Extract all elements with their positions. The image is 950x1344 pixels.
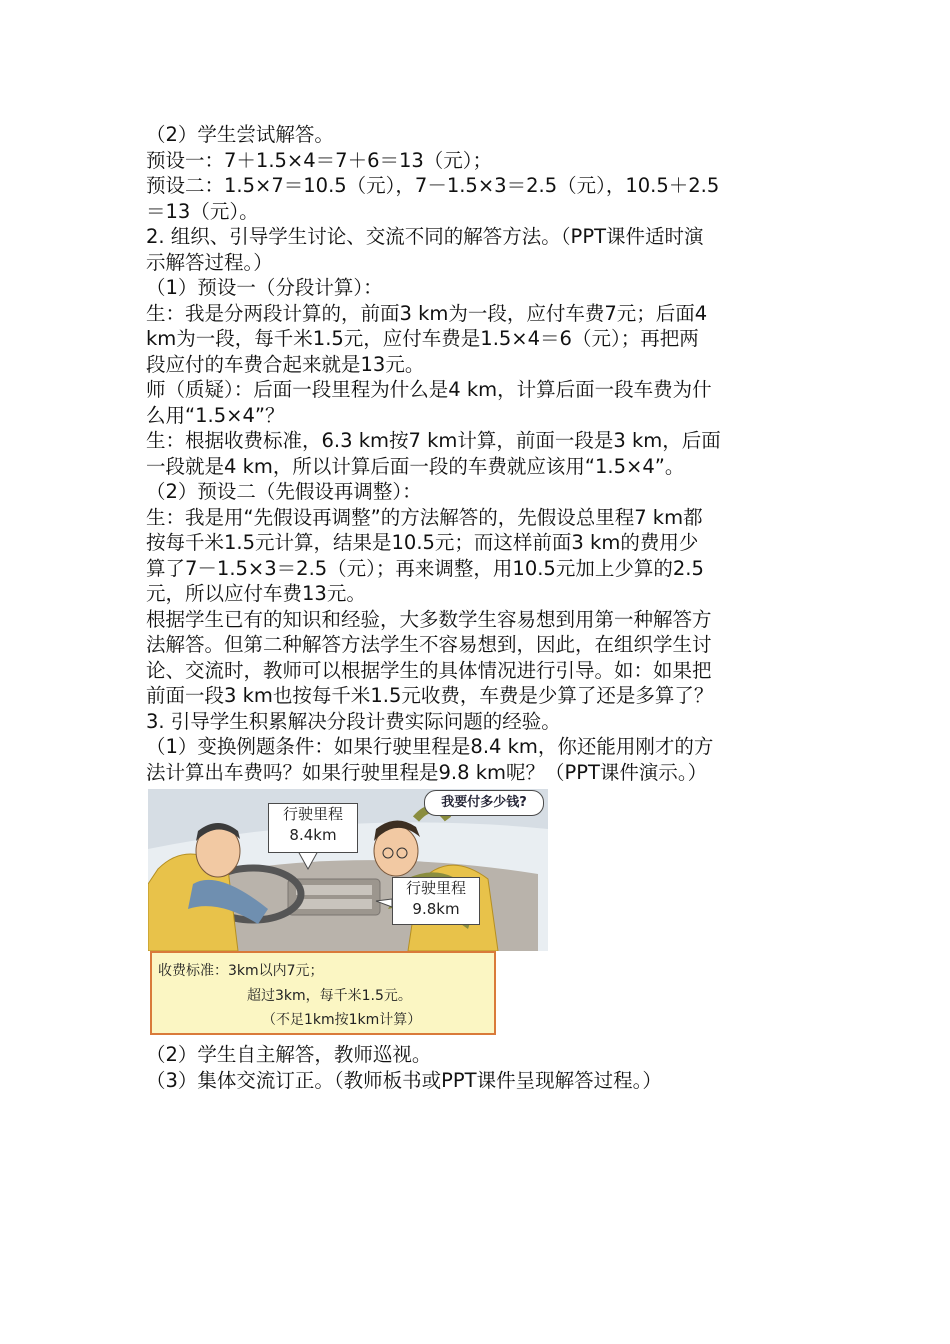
text-line: （3）集体交流订正。（教师板书或PPT课件呈现解答过程。） (146, 1068, 662, 1092)
text-line: 预设二：1.5×7＝10.5（元），7－1.5×3＝2.5（元），10.5＋2.5 (146, 174, 720, 197)
bubble-label: 行驶里程 (282, 805, 343, 823)
text-line: 前面一段3 km也按每千米1.5元收费，车费是少算了还是多算了？ (146, 684, 714, 707)
taxi-illustration (148, 789, 548, 1036)
distance-bubble-9-8 (392, 877, 480, 925)
text-line: 生：我是用“先假设再调整”的方法解答的，先假设总里程7 km都 (146, 505, 703, 529)
fare-rule-rounding: （不足1km按1km计算） (262, 1012, 422, 1028)
text-block-bottom (146, 1042, 818, 1093)
text-line: 2. 组织、引导学生讨论、交流不同的解答方法。（PPT课件适时演 (146, 225, 704, 248)
text-line: 法解答。但第二种解答方法学生不容易想到，因此，在组织学生讨 (146, 633, 712, 656)
text-line: 一段就是4 km，所以计算后面一段的车费就应该用“1.5×4”。 (146, 454, 685, 478)
text-line: ＝13（元）。 (146, 199, 259, 223)
text-line: （2）预设二（先假设再调整）： (146, 480, 422, 503)
question-speech-bubble: 我要付多少钱? (424, 790, 544, 816)
text-line: （2）学生自主解答，教师巡视。 (146, 1043, 432, 1066)
text-line: 预设一：7＋1.5×4＝7＋6＝13（元）； (146, 148, 493, 172)
text-line: 生：我是分两段计算的，前面3 km为一段，应付车费7元；后面4 (146, 301, 708, 325)
text-line: 根据学生已有的知识和经验，大多数学生容易想到用第一种解答方 (146, 607, 712, 631)
text-line: 论、交流时，教师可以根据学生的具体情况进行引导。如：如果把 (146, 658, 712, 682)
text-line: 算了7－1.5×3＝2.5（元）；再来调整，用10.5元加上少算的2.5 (146, 556, 704, 580)
text-line: （1）预设一（分段计算）： (146, 276, 383, 299)
text-line: 法计算出车费吗？如果行驶里程是9.8 km呢？（PPT课件演示。） (146, 760, 708, 784)
text-line: 生：根据收费标准，6.3 km按7 km计算，前面一段是3 km，后面 (146, 429, 721, 452)
text-block-top (146, 122, 818, 785)
text-line: 3. 引导学生积累解决分段计费实际问题的经验。 (146, 709, 561, 733)
text-line: （1）变换例题条件：如果行驶里程是8.4 km，你还能用刚才的方 (146, 735, 714, 758)
text-line: 示解答过程。） (146, 250, 273, 274)
fare-rule-extra: 超过3km，每千米1.5元。 (247, 988, 412, 1004)
text-line: 师（质疑）：后面一段里程为什么是4 km，计算后面一段车费为什 (146, 378, 712, 401)
text-line: 么用“1.5×4”？ (146, 403, 285, 427)
distance-bubble-8-4 (268, 803, 358, 853)
text-line: 段应付的车费合起来就是13元。 (146, 352, 425, 376)
bubble-label: 行驶里程 (405, 879, 466, 897)
text-line: km为一段，每千米1.5元，应付车费是1.5×4＝6（元）；再把两 (146, 327, 699, 350)
fare-rule-base: 收费标准：3km以内7元； (158, 963, 324, 979)
bubble-value: 9.8km (412, 900, 460, 918)
text-line: 按每千米1.5元计算，结果是10.5元；而这样前面3 km的费用少 (146, 531, 699, 554)
text-line: 元，所以应付车费13元。 (146, 582, 366, 605)
bubble-value: 8.4km (289, 826, 337, 844)
text-line: （2）学生尝试解答。 (146, 123, 334, 146)
document-page (146, 122, 818, 1093)
fare-standard-box (150, 951, 496, 1035)
